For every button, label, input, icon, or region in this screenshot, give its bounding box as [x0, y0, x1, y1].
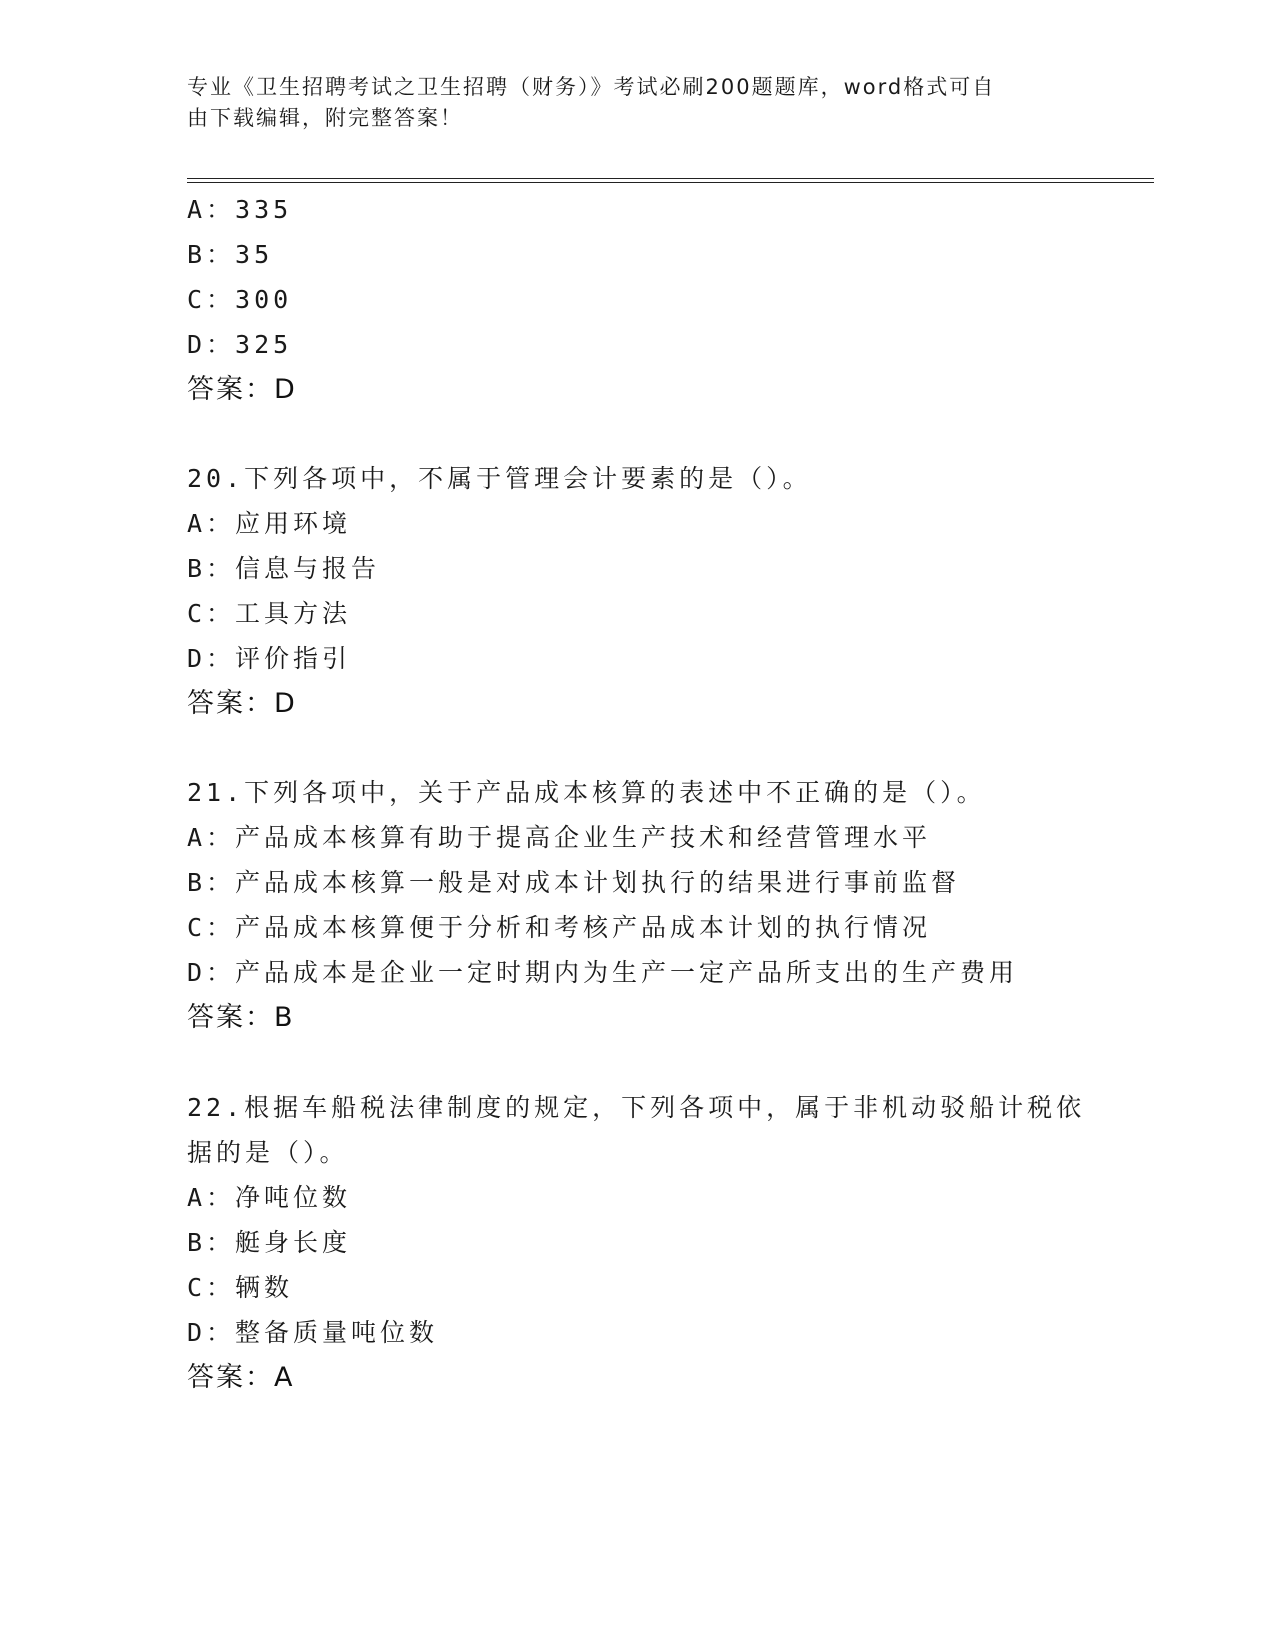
q21-option-a: A：产品成本核算有助于提高企业生产技术和经营管理水平 — [187, 823, 932, 852]
q22-question-line-2: 据的是（）。 — [187, 1138, 349, 1167]
q21-option-d: D：产品成本是企业一定时期内为生产一定产品所支出的生产费用 — [187, 958, 1019, 987]
q21-question: 21.下列各项中，关于产品成本核算的表述中不正确的是（）。 — [187, 778, 986, 807]
header-line-1: 专业《卫生招聘考试之卫生招聘（财务）》考试必刷200题题库，word格式可自 — [187, 75, 996, 99]
q22-answer: 答案：A — [187, 1362, 295, 1393]
q20-answer: 答案：D — [187, 688, 297, 719]
q22-question-line-1: 22.根据车船税法律制度的规定，下列各项中，属于非机动驳船计税依 — [187, 1093, 1086, 1122]
header-divider-bottom — [187, 182, 1154, 183]
q20-option-c: C：工具方法 — [187, 599, 352, 628]
q22-option-b: B：艇身长度 — [187, 1228, 352, 1257]
q21-answer: 答案：B — [187, 1002, 295, 1033]
q20-option-a: A：应用环境 — [187, 509, 352, 538]
q19-option-a: A：335 — [187, 195, 293, 224]
q19-option-d: D：325 — [187, 330, 293, 359]
q19-option-b: B：35 — [187, 240, 274, 269]
q22-option-c: C：辆数 — [187, 1273, 294, 1302]
header-divider-top — [187, 178, 1154, 179]
q21-option-b: B：产品成本核算一般是对成本计划执行的结果进行事前监督 — [187, 868, 961, 897]
q20-option-d: D：评价指引 — [187, 644, 352, 673]
q19-answer: 答案：D — [187, 374, 297, 405]
q22-option-d: D：整备质量吨位数 — [187, 1318, 439, 1347]
document-header — [187, 72, 1067, 134]
header-line-2: 由下载编辑，附完整答案！ — [187, 106, 463, 130]
q20-option-b: B：信息与报告 — [187, 554, 381, 583]
q19-option-c: C：300 — [187, 285, 293, 314]
q21-option-c: C：产品成本核算便于分析和考核产品成本计划的执行情况 — [187, 913, 932, 942]
q22-option-a: A：净吨位数 — [187, 1183, 352, 1212]
q20-question: 20.下列各项中，不属于管理会计要素的是（）。 — [187, 464, 812, 493]
